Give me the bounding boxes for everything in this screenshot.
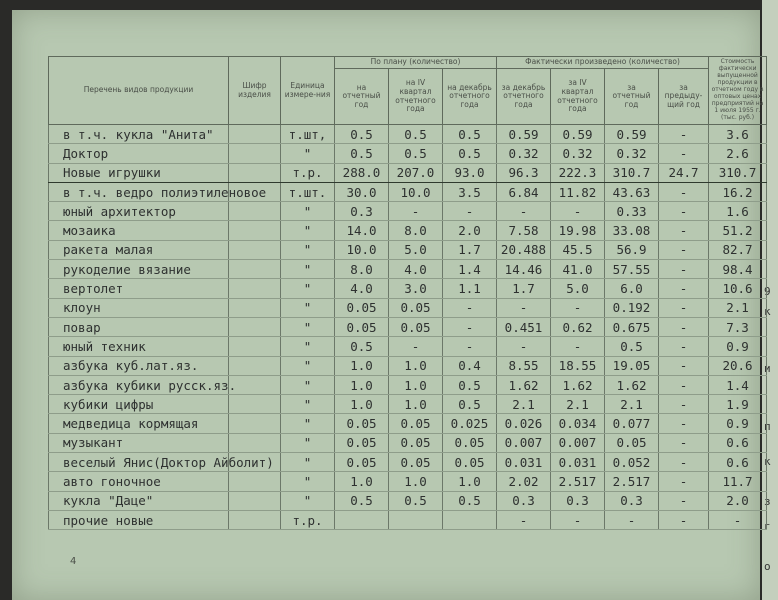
cell-unit: " xyxy=(281,260,335,279)
table-row xyxy=(49,144,767,163)
cell-f4: - xyxy=(659,298,709,317)
cell-f3: 6.0 xyxy=(605,279,659,298)
cell-p1: 0.5 xyxy=(335,125,389,144)
cell-unit: " xyxy=(281,279,335,298)
cell-p1: 1.0 xyxy=(335,472,389,491)
cell-f1: 7.58 xyxy=(497,221,551,240)
cell-f1: 1.62 xyxy=(497,375,551,394)
cell-p3: 3.5 xyxy=(443,182,497,201)
cell-f1: - xyxy=(497,337,551,356)
cell-f1: 0.3 xyxy=(497,491,551,510)
cell-v: 2.0 xyxy=(709,491,767,510)
cell-p3: 2.0 xyxy=(443,221,497,240)
cell-v: 2.1 xyxy=(709,298,767,317)
cell-f1: - xyxy=(497,298,551,317)
cell-f3: 2.517 xyxy=(605,472,659,491)
col-header-plan-dec: на декабрь отчетного года xyxy=(443,69,497,125)
cell-p3 xyxy=(443,510,497,529)
table-row xyxy=(49,453,767,472)
table-row xyxy=(49,356,767,375)
table-row xyxy=(49,163,767,182)
table-row xyxy=(49,125,767,144)
cell-name: юный архитектор xyxy=(49,202,229,221)
cell-f2: 0.62 xyxy=(551,317,605,336)
cell-p2: 0.05 xyxy=(389,453,443,472)
table-row xyxy=(49,433,767,452)
cell-p3: 0.05 xyxy=(443,433,497,452)
page-number: 4 xyxy=(70,556,77,567)
table-row xyxy=(49,510,767,529)
cell-f4: - xyxy=(659,279,709,298)
cell-v: 2.6 xyxy=(709,144,767,163)
cell-name: азбука куб.лат.яз. xyxy=(49,356,229,375)
cell-v: 10.6 xyxy=(709,279,767,298)
cell-unit: " xyxy=(281,240,335,259)
cell-unit: " xyxy=(281,317,335,336)
table-row xyxy=(49,182,767,201)
table-row xyxy=(49,298,767,317)
cell-name: Новые игрушки xyxy=(49,163,229,182)
table-row xyxy=(49,221,767,240)
cell-unit: " xyxy=(281,337,335,356)
cell-name: музыкант xyxy=(49,433,229,452)
cell-p1: 0.3 xyxy=(335,202,389,221)
cell-f4: - xyxy=(659,260,709,279)
cell-name: рукоделие вязание xyxy=(49,260,229,279)
cell-f2: 2.517 xyxy=(551,472,605,491)
cell-f4: - xyxy=(659,472,709,491)
cell-p1: 0.05 xyxy=(335,317,389,336)
cell-p2: 1.0 xyxy=(389,356,443,375)
cell-f1: 0.59 xyxy=(497,125,551,144)
cell-f4: - xyxy=(659,240,709,259)
cell-p3: - xyxy=(443,337,497,356)
cell-code xyxy=(229,414,281,433)
cell-p1: 8.0 xyxy=(335,260,389,279)
cell-f3: 43.63 xyxy=(605,182,659,201)
cell-f1: 8.55 xyxy=(497,356,551,375)
cell-p1: 0.05 xyxy=(335,433,389,452)
cell-f4: - xyxy=(659,356,709,375)
col-header-value: Стоимость фактически выпущенной продукции в отчетном году в оптовых ценах предприятий на 1 июля 1955 г. (тыс. руб.) xyxy=(709,57,767,125)
cell-f3: 0.59 xyxy=(605,125,659,144)
cell-f3: 1.62 xyxy=(605,375,659,394)
cell-unit: " xyxy=(281,298,335,317)
cell-f4: - xyxy=(659,202,709,221)
cell-unit: " xyxy=(281,414,335,433)
cell-unit: " xyxy=(281,221,335,240)
cell-f1: 96.3 xyxy=(497,163,551,182)
table-row xyxy=(49,279,767,298)
cell-name: кубики цифры xyxy=(49,395,229,414)
cell-f4: - xyxy=(659,395,709,414)
cell-unit: " xyxy=(281,472,335,491)
cell-f3: 0.05 xyxy=(605,433,659,452)
cell-v: 7.3 xyxy=(709,317,767,336)
cell-p2: - xyxy=(389,337,443,356)
cell-f1: 14.46 xyxy=(497,260,551,279)
col-header-plan-year: на отчетный год xyxy=(335,69,389,125)
cell-p3: - xyxy=(443,202,497,221)
cell-p3: 1.1 xyxy=(443,279,497,298)
cell-v: 0.9 xyxy=(709,337,767,356)
edge-letter: к xyxy=(764,455,771,468)
cell-v: 11.7 xyxy=(709,472,767,491)
col-header-fact-year: за отчетный год xyxy=(605,69,659,125)
cell-f2: 41.0 xyxy=(551,260,605,279)
cell-p3: 0.5 xyxy=(443,491,497,510)
cell-name: в т.ч. кукла "Анита" xyxy=(49,125,229,144)
table-row xyxy=(49,414,767,433)
cell-v: 20.6 xyxy=(709,356,767,375)
cell-f2: 0.3 xyxy=(551,491,605,510)
cell-p1: 1.0 xyxy=(335,356,389,375)
cell-code xyxy=(229,472,281,491)
cell-f3: 19.05 xyxy=(605,356,659,375)
cell-p2: 4.0 xyxy=(389,260,443,279)
cell-code xyxy=(229,221,281,240)
edge-letter: о xyxy=(764,560,771,573)
table-row xyxy=(49,491,767,510)
cell-f4: - xyxy=(659,337,709,356)
cell-p3: 1.0 xyxy=(443,472,497,491)
cell-f4: - xyxy=(659,491,709,510)
cell-p2: 0.05 xyxy=(389,433,443,452)
cell-p2: 10.0 xyxy=(389,182,443,201)
cell-f1: 2.1 xyxy=(497,395,551,414)
edge-letter: к xyxy=(764,305,771,318)
cell-f2: 5.0 xyxy=(551,279,605,298)
cell-f2: 1.62 xyxy=(551,375,605,394)
cell-name: вертолет xyxy=(49,279,229,298)
cell-p3: 1.7 xyxy=(443,240,497,259)
cell-p2: 8.0 xyxy=(389,221,443,240)
cell-v: 0.9 xyxy=(709,414,767,433)
cell-code xyxy=(229,144,281,163)
cell-f2: - xyxy=(551,510,605,529)
cell-v: 82.7 xyxy=(709,240,767,259)
cell-name: прочие новые xyxy=(49,510,229,529)
cell-p2: - xyxy=(389,202,443,221)
cell-name: веселый Янис(Доктор Айболит) xyxy=(49,453,229,472)
cell-p2: 3.0 xyxy=(389,279,443,298)
cell-f1: - xyxy=(497,510,551,529)
cell-f4: - xyxy=(659,221,709,240)
cell-p2: 0.05 xyxy=(389,414,443,433)
cell-unit: т.р. xyxy=(281,510,335,529)
cell-name: юный техник xyxy=(49,337,229,356)
cell-unit: т.р. xyxy=(281,163,335,182)
cell-v: 98.4 xyxy=(709,260,767,279)
cell-p1: 0.05 xyxy=(335,298,389,317)
cell-p1: 10.0 xyxy=(335,240,389,259)
edge-letter: з xyxy=(764,495,771,508)
cell-p3: 0.5 xyxy=(443,125,497,144)
cell-p2: 5.0 xyxy=(389,240,443,259)
cell-code xyxy=(229,279,281,298)
cell-p3: - xyxy=(443,298,497,317)
cell-f4: - xyxy=(659,182,709,201)
cell-f3: 57.55 xyxy=(605,260,659,279)
cell-f4: - xyxy=(659,433,709,452)
table-row xyxy=(49,395,767,414)
cell-v: 51.2 xyxy=(709,221,767,240)
cell-f4: - xyxy=(659,375,709,394)
cell-f3: 310.7 xyxy=(605,163,659,182)
cell-f3: 2.1 xyxy=(605,395,659,414)
cell-p1: 30.0 xyxy=(335,182,389,201)
cell-code xyxy=(229,125,281,144)
cell-f3: 56.9 xyxy=(605,240,659,259)
cell-p3: 0.4 xyxy=(443,356,497,375)
cell-name: медведица кормящая xyxy=(49,414,229,433)
cell-p2: 0.05 xyxy=(389,317,443,336)
cell-unit: т.шт, xyxy=(281,125,335,144)
cell-code xyxy=(229,433,281,452)
cell-v: 1.6 xyxy=(709,202,767,221)
cell-f1: 2.02 xyxy=(497,472,551,491)
cell-f4: - xyxy=(659,125,709,144)
cell-f1: - xyxy=(497,202,551,221)
cell-code xyxy=(229,317,281,336)
cell-f4: - xyxy=(659,144,709,163)
cell-f2: 11.82 xyxy=(551,182,605,201)
cell-v: 3.6 xyxy=(709,125,767,144)
cell-p3: 0.05 xyxy=(443,453,497,472)
cell-f1: 1.7 xyxy=(497,279,551,298)
cell-f2: - xyxy=(551,298,605,317)
cell-f4: 24.7 xyxy=(659,163,709,182)
cell-f3: 33.08 xyxy=(605,221,659,240)
cell-unit: " xyxy=(281,433,335,452)
cell-p3: 0.5 xyxy=(443,395,497,414)
cell-name: авто гоночное xyxy=(49,472,229,491)
cell-code xyxy=(229,375,281,394)
cell-code xyxy=(229,510,281,529)
cell-p1: 4.0 xyxy=(335,279,389,298)
cell-p1: 0.05 xyxy=(335,414,389,433)
cell-f2: 2.1 xyxy=(551,395,605,414)
cell-v: - xyxy=(709,510,767,529)
cell-f3: 0.3 xyxy=(605,491,659,510)
cell-code xyxy=(229,163,281,182)
col-header-fact-dec: за декабрь отчетного года xyxy=(497,69,551,125)
cell-p2: 1.0 xyxy=(389,472,443,491)
col-group-fact: Фактически произведено (количество) xyxy=(497,57,709,69)
cell-f1: 0.451 xyxy=(497,317,551,336)
cell-f3: 0.5 xyxy=(605,337,659,356)
cell-p2: 0.5 xyxy=(389,125,443,144)
cell-v: 1.9 xyxy=(709,395,767,414)
cell-name: азбука кубики русск.яз. xyxy=(49,375,229,394)
cell-name: клоун xyxy=(49,298,229,317)
cell-f2: 19.98 xyxy=(551,221,605,240)
cell-name: Доктор xyxy=(49,144,229,163)
cell-f2: 0.034 xyxy=(551,414,605,433)
col-header-unit: Единица измере-ния xyxy=(281,57,335,125)
col-header-fact-q4: за IV квартал отчетного года xyxy=(551,69,605,125)
cell-unit: т.шт. xyxy=(281,182,335,201)
cell-p1: 1.0 xyxy=(335,375,389,394)
cell-f2: 0.007 xyxy=(551,433,605,452)
cell-p3: 0.025 xyxy=(443,414,497,433)
table-row xyxy=(49,317,767,336)
cell-f2: 0.32 xyxy=(551,144,605,163)
cell-f2: 0.59 xyxy=(551,125,605,144)
cell-f1: 0.026 xyxy=(497,414,551,433)
table-row xyxy=(49,337,767,356)
col-header-name: Перечень видов продукции xyxy=(49,57,229,125)
cell-p2: 0.5 xyxy=(389,491,443,510)
cell-f2: 45.5 xyxy=(551,240,605,259)
cell-f4: - xyxy=(659,414,709,433)
cell-p2 xyxy=(389,510,443,529)
cell-unit: " xyxy=(281,144,335,163)
cell-f2: 222.3 xyxy=(551,163,605,182)
cell-f3: 0.675 xyxy=(605,317,659,336)
cell-p2: 0.5 xyxy=(389,144,443,163)
cell-unit: " xyxy=(281,453,335,472)
cell-unit: " xyxy=(281,356,335,375)
cell-f3: 0.32 xyxy=(605,144,659,163)
cell-unit: " xyxy=(281,202,335,221)
cell-v: 0.6 xyxy=(709,433,767,452)
cell-p2: 1.0 xyxy=(389,395,443,414)
cell-f3: - xyxy=(605,510,659,529)
cell-p1: 288.0 xyxy=(335,163,389,182)
col-header-fact-prev: за предыду-щий год xyxy=(659,69,709,125)
cell-name: повар xyxy=(49,317,229,336)
cell-unit: " xyxy=(281,395,335,414)
cell-p1: 0.05 xyxy=(335,453,389,472)
cell-name: ракета малая xyxy=(49,240,229,259)
cell-code xyxy=(229,298,281,317)
cell-name: мозаика xyxy=(49,221,229,240)
cell-v: 310.7 xyxy=(709,163,767,182)
cell-f3: 0.052 xyxy=(605,453,659,472)
cell-p2: 1.0 xyxy=(389,375,443,394)
col-header-plan-q4: на IV квартал отчетного года xyxy=(389,69,443,125)
cell-code xyxy=(229,356,281,375)
cell-unit: " xyxy=(281,491,335,510)
cell-code xyxy=(229,240,281,259)
cell-f4: - xyxy=(659,317,709,336)
cell-p3: - xyxy=(443,317,497,336)
cell-f1: 20.488 xyxy=(497,240,551,259)
production-table xyxy=(48,56,767,530)
cell-f1: 0.32 xyxy=(497,144,551,163)
cell-p1: 0.5 xyxy=(335,337,389,356)
col-header-code: Шифр изделия xyxy=(229,57,281,125)
cell-f4: - xyxy=(659,453,709,472)
edge-letter: и xyxy=(764,362,771,375)
cell-f1: 6.84 xyxy=(497,182,551,201)
table-row xyxy=(49,472,767,491)
cell-p1: 1.0 xyxy=(335,395,389,414)
cell-f4: - xyxy=(659,510,709,529)
edge-letter: 9 xyxy=(764,285,771,298)
cell-f2: 0.031 xyxy=(551,453,605,472)
table-row xyxy=(49,202,767,221)
cell-v: 16.2 xyxy=(709,182,767,201)
cell-f3: 0.33 xyxy=(605,202,659,221)
cell-name: кукла "Даце" xyxy=(49,491,229,510)
cell-unit: " xyxy=(281,375,335,394)
cell-f2: - xyxy=(551,337,605,356)
cell-f3: 0.077 xyxy=(605,414,659,433)
cell-code xyxy=(229,260,281,279)
cell-code xyxy=(229,202,281,221)
cell-p2: 0.05 xyxy=(389,298,443,317)
table-row xyxy=(49,375,767,394)
edge-letter: п xyxy=(764,420,771,433)
cell-f1: 0.031 xyxy=(497,453,551,472)
cell-f2: - xyxy=(551,202,605,221)
table-row xyxy=(49,240,767,259)
cell-p2: 207.0 xyxy=(389,163,443,182)
cell-code xyxy=(229,491,281,510)
col-group-plan: По плану (количество) xyxy=(335,57,497,69)
cell-p3: 0.5 xyxy=(443,375,497,394)
cell-f2: 18.55 xyxy=(551,356,605,375)
cell-p1: 0.5 xyxy=(335,491,389,510)
cell-p3: 0.5 xyxy=(443,144,497,163)
cell-p3: 1.4 xyxy=(443,260,497,279)
cell-p1: 0.5 xyxy=(335,144,389,163)
edge-letter: г xyxy=(764,520,771,533)
cell-v: 0.6 xyxy=(709,453,767,472)
cell-p1: 14.0 xyxy=(335,221,389,240)
cell-code xyxy=(229,395,281,414)
cell-v: 1.4 xyxy=(709,375,767,394)
cell-f3: 0.192 xyxy=(605,298,659,317)
cell-code xyxy=(229,337,281,356)
cell-p1 xyxy=(335,510,389,529)
cell-name: в т.ч. ведро полиэтиленовое xyxy=(49,182,229,201)
cell-f1: 0.007 xyxy=(497,433,551,452)
cell-p3: 93.0 xyxy=(443,163,497,182)
table-row xyxy=(49,260,767,279)
